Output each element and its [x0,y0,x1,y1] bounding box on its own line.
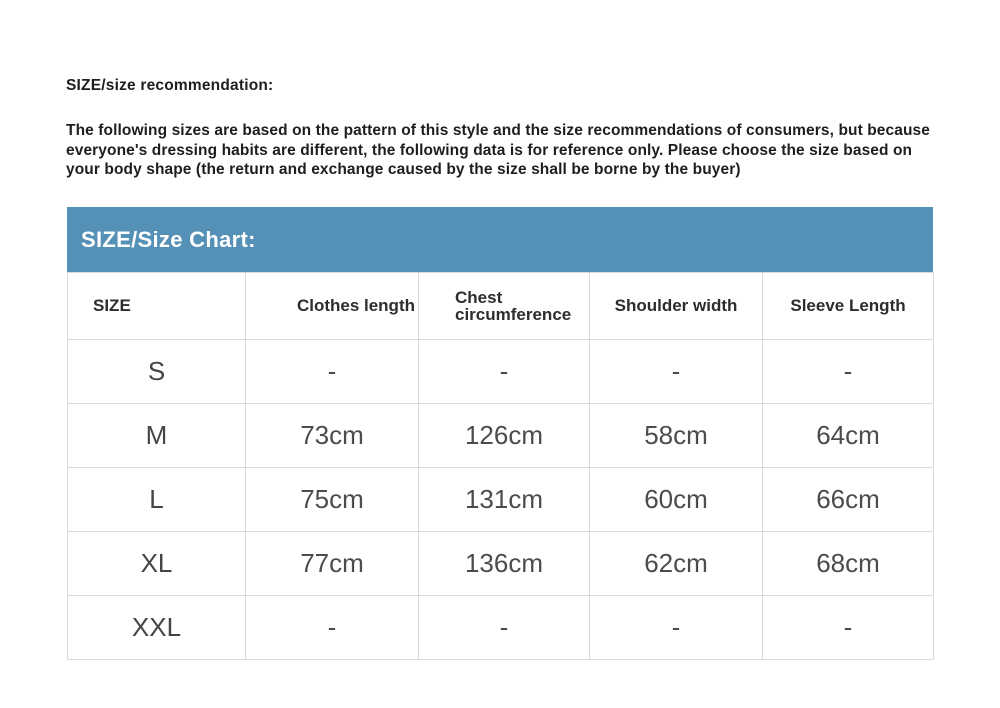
size-cell: XXL [68,596,246,660]
recommendation-text: The following sizes are based on the pattern of this style and the size recommendations of consumers, but because everyone's dressing habits are different, the following data is for reference only. Please choose the size based on your body shape (the return and exchange caused by the size shall be borne by the buyer) [66,122,930,178]
table-row-l [68,468,934,532]
value-cell-shoulder: - [590,596,763,660]
value-cell-clothes-length: 77cm [246,532,419,596]
value-cell-sleeve: 64cm [763,404,934,468]
value-cell-sleeve: 68cm [763,532,934,596]
column-header-sleeve-length: Sleeve Length [763,273,934,340]
size-cell: M [68,404,246,468]
value-cell-clothes-length: 75cm [246,468,419,532]
column-header-chest-circumference: Chest circumference [419,273,590,340]
size-cell: XL [68,532,246,596]
size-chart-title-bar [67,207,933,272]
value-cell-shoulder: 62cm [590,532,763,596]
value-cell-chest: - [419,596,590,660]
size-cell: L [68,468,246,532]
value-cell-chest: 131cm [419,468,590,532]
value-cell-clothes-length: 73cm [246,404,419,468]
value-cell-chest: 126cm [419,404,590,468]
value-cell-sleeve: - [763,340,934,404]
value-cell-clothes-length: - [246,596,419,660]
column-header-clothes-length: Clothes length [246,273,419,340]
value-cell-clothes-length: - [246,340,419,404]
column-header-shoulder-width: Shoulder width [590,273,763,340]
value-cell-chest: 136cm [419,532,590,596]
table-row-m [68,404,934,468]
table-header-row [68,273,934,340]
value-cell-shoulder: 60cm [590,468,763,532]
value-cell-shoulder: - [590,340,763,404]
value-cell-shoulder: 58cm [590,404,763,468]
size-chart-title: SIZE/Size Chart: [81,226,256,252]
table-row-xl [68,532,934,596]
recommendation-heading: SIZE/size recommendation: [66,77,274,94]
size-chart-table [67,272,934,660]
table-row-s [68,340,934,404]
column-header-size: SIZE [68,273,246,340]
value-cell-chest: - [419,340,590,404]
table-row-xxl [68,596,934,660]
size-cell: S [68,340,246,404]
value-cell-sleeve: - [763,596,934,660]
value-cell-sleeve: 66cm [763,468,934,532]
